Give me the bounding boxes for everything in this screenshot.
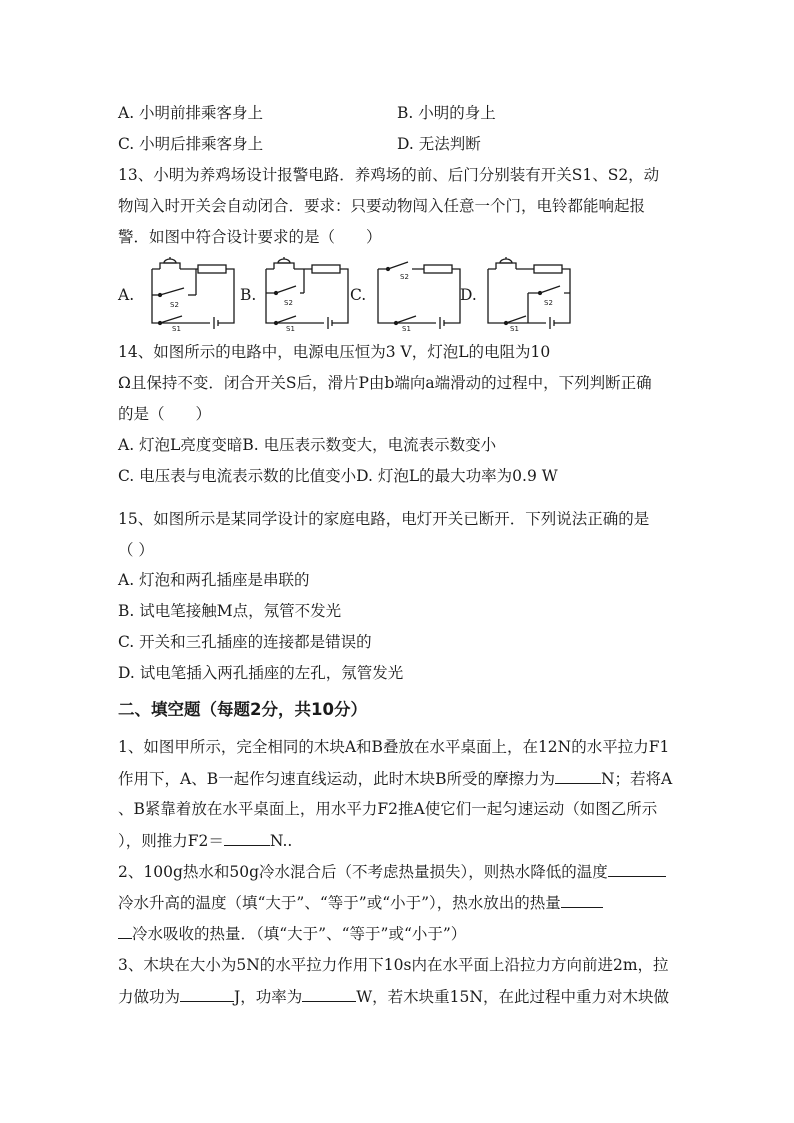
switch-label-s1: S1 — [510, 325, 519, 333]
f3-text-line2c: W，若木块重15N，在此过程中重力对木块做 — [356, 988, 669, 1006]
q15-option-a: A. 灯泡和两孔插座是串联的 — [118, 571, 310, 589]
f1-text-line2 — [118, 767, 672, 790]
q15-option-d: D. 试电笔插入两孔插座的左孔，氖管发光 — [118, 664, 404, 682]
f3-text-line2b: J，功率为 — [234, 988, 303, 1006]
f1-text-line4 — [118, 829, 292, 852]
f1-text-line4b: N.. — [269, 832, 293, 850]
f1-text-line1: 1、如图甲所示，完全相同的木块A和B叠放在水平桌面上，在12N的水平拉力F1 — [118, 738, 670, 756]
f2-text-line1a: 2、100g热水和50g冷水混合后（不考虑热量损失），则热水降低的温度 — [118, 863, 608, 881]
q13-circuit-a — [148, 255, 238, 333]
switch-label-s1: S1 — [172, 325, 181, 333]
f2-text-line2a: 冷水升高的温度（填“大于”、“等于”或“小于”），热水放出的热量 — [118, 894, 561, 912]
f1-text-line3: 、B紧靠着放在水平桌面上，用水平力F2推A使它们一起匀速运动（如图乙所示 — [118, 800, 658, 818]
q13-label-a: A. — [118, 286, 135, 304]
q14-text-line1: 14、如图所示的电路中，电源电压恒为3 V，灯泡L的电阻为10 — [118, 343, 551, 361]
q13-circuit-b — [262, 255, 352, 333]
answer-blank[interactable] — [608, 860, 666, 877]
f2-text-line3 — [118, 922, 466, 945]
q12-option-b: B. 小明的身上 — [397, 104, 496, 122]
q12-option-d: D. 无法判断 — [397, 135, 481, 153]
q12-option-c: C. 小明后排乘客身上 — [118, 135, 264, 153]
q13-circuit-c — [374, 255, 464, 333]
switch-label-s2: S2 — [284, 299, 293, 307]
f2-text-line1 — [118, 860, 666, 883]
answer-blank[interactable] — [302, 985, 356, 1002]
q14-text-line3: 的是（ ） — [118, 405, 212, 423]
q12-option-a: A. 小明前排乘客身上 — [118, 104, 264, 122]
q15-option-c: C. 开关和三孔插座的连接都是错误的 — [118, 633, 372, 651]
answer-blank[interactable] — [555, 767, 601, 784]
q14-text-line2: Ω且保持不变．闭合开关S后，滑片P由b端向a端滑动的过程中，下列判断正确 — [118, 374, 652, 392]
q13-label-d: D. — [460, 286, 477, 304]
f3-text-line1: 3、木块在大小为5N的水平拉力作用下10s内在水平面上沿拉力方向前进2m，拉 — [118, 956, 669, 974]
f2-text-line3b: 冷水吸收的热量．（填“大于”、“等于”或“小于”） — [132, 925, 467, 943]
q13-circuit-d — [484, 255, 574, 333]
f1-text-line2a: 作用下，A、B一起作匀速直线运动，此时木块B所受的摩擦力为 — [118, 770, 555, 788]
q15-option-b: B. 试电笔接触M点，氖管不发光 — [118, 602, 342, 620]
switch-label-s1: S1 — [286, 325, 295, 333]
q15-text-line1: 15、如图所示是某同学设计的家庭电路，电灯开关已断开．下列说法正确的是 — [118, 510, 650, 528]
answer-blank[interactable] — [118, 922, 132, 939]
answer-blank[interactable] — [561, 891, 603, 908]
f3-text-line2a: 力做功为 — [118, 988, 181, 1006]
switch-label-s2: S2 — [400, 273, 409, 281]
f1-text-line4a: ），则推力F2＝ — [118, 832, 224, 850]
switch-label-s1: S1 — [402, 325, 411, 333]
answer-blank[interactable] — [180, 985, 234, 1002]
q13-text-line1: 13、小明为养鸡场设计报警电路．养鸡场的前、后门分别装有开关S1、S2，动 — [118, 166, 660, 184]
section-heading: 二、填空题（每题2分，共10分） — [118, 700, 367, 719]
answer-blank[interactable] — [224, 829, 270, 846]
q13-text-line3: 警．如图中符合设计要求的是（ ） — [118, 228, 382, 246]
q14-options-ab: A. 灯泡L亮度变暗B. 电压表示数变大，电流表示数变小 — [118, 436, 497, 454]
switch-label-s2: S2 — [170, 301, 179, 309]
q15-text-line2: （ ） — [118, 541, 154, 559]
q14-options-cd: C. 电压表与电流表示数的比值变小D. 灯泡L的最大功率为0.9 W — [118, 467, 558, 485]
q13-label-c: C. — [350, 286, 367, 304]
f1-text-line2b: N；若将A — [600, 770, 673, 788]
f2-text-line2 — [118, 891, 603, 914]
q13-label-b: B. — [240, 286, 257, 304]
f3-text-line2 — [118, 985, 669, 1008]
q13-text-line2: 物闯入时开关会自动闭合．要求：只要动物闯入任意一个门，电铃都能响起报 — [118, 197, 646, 215]
switch-label-s2: S2 — [544, 299, 553, 307]
